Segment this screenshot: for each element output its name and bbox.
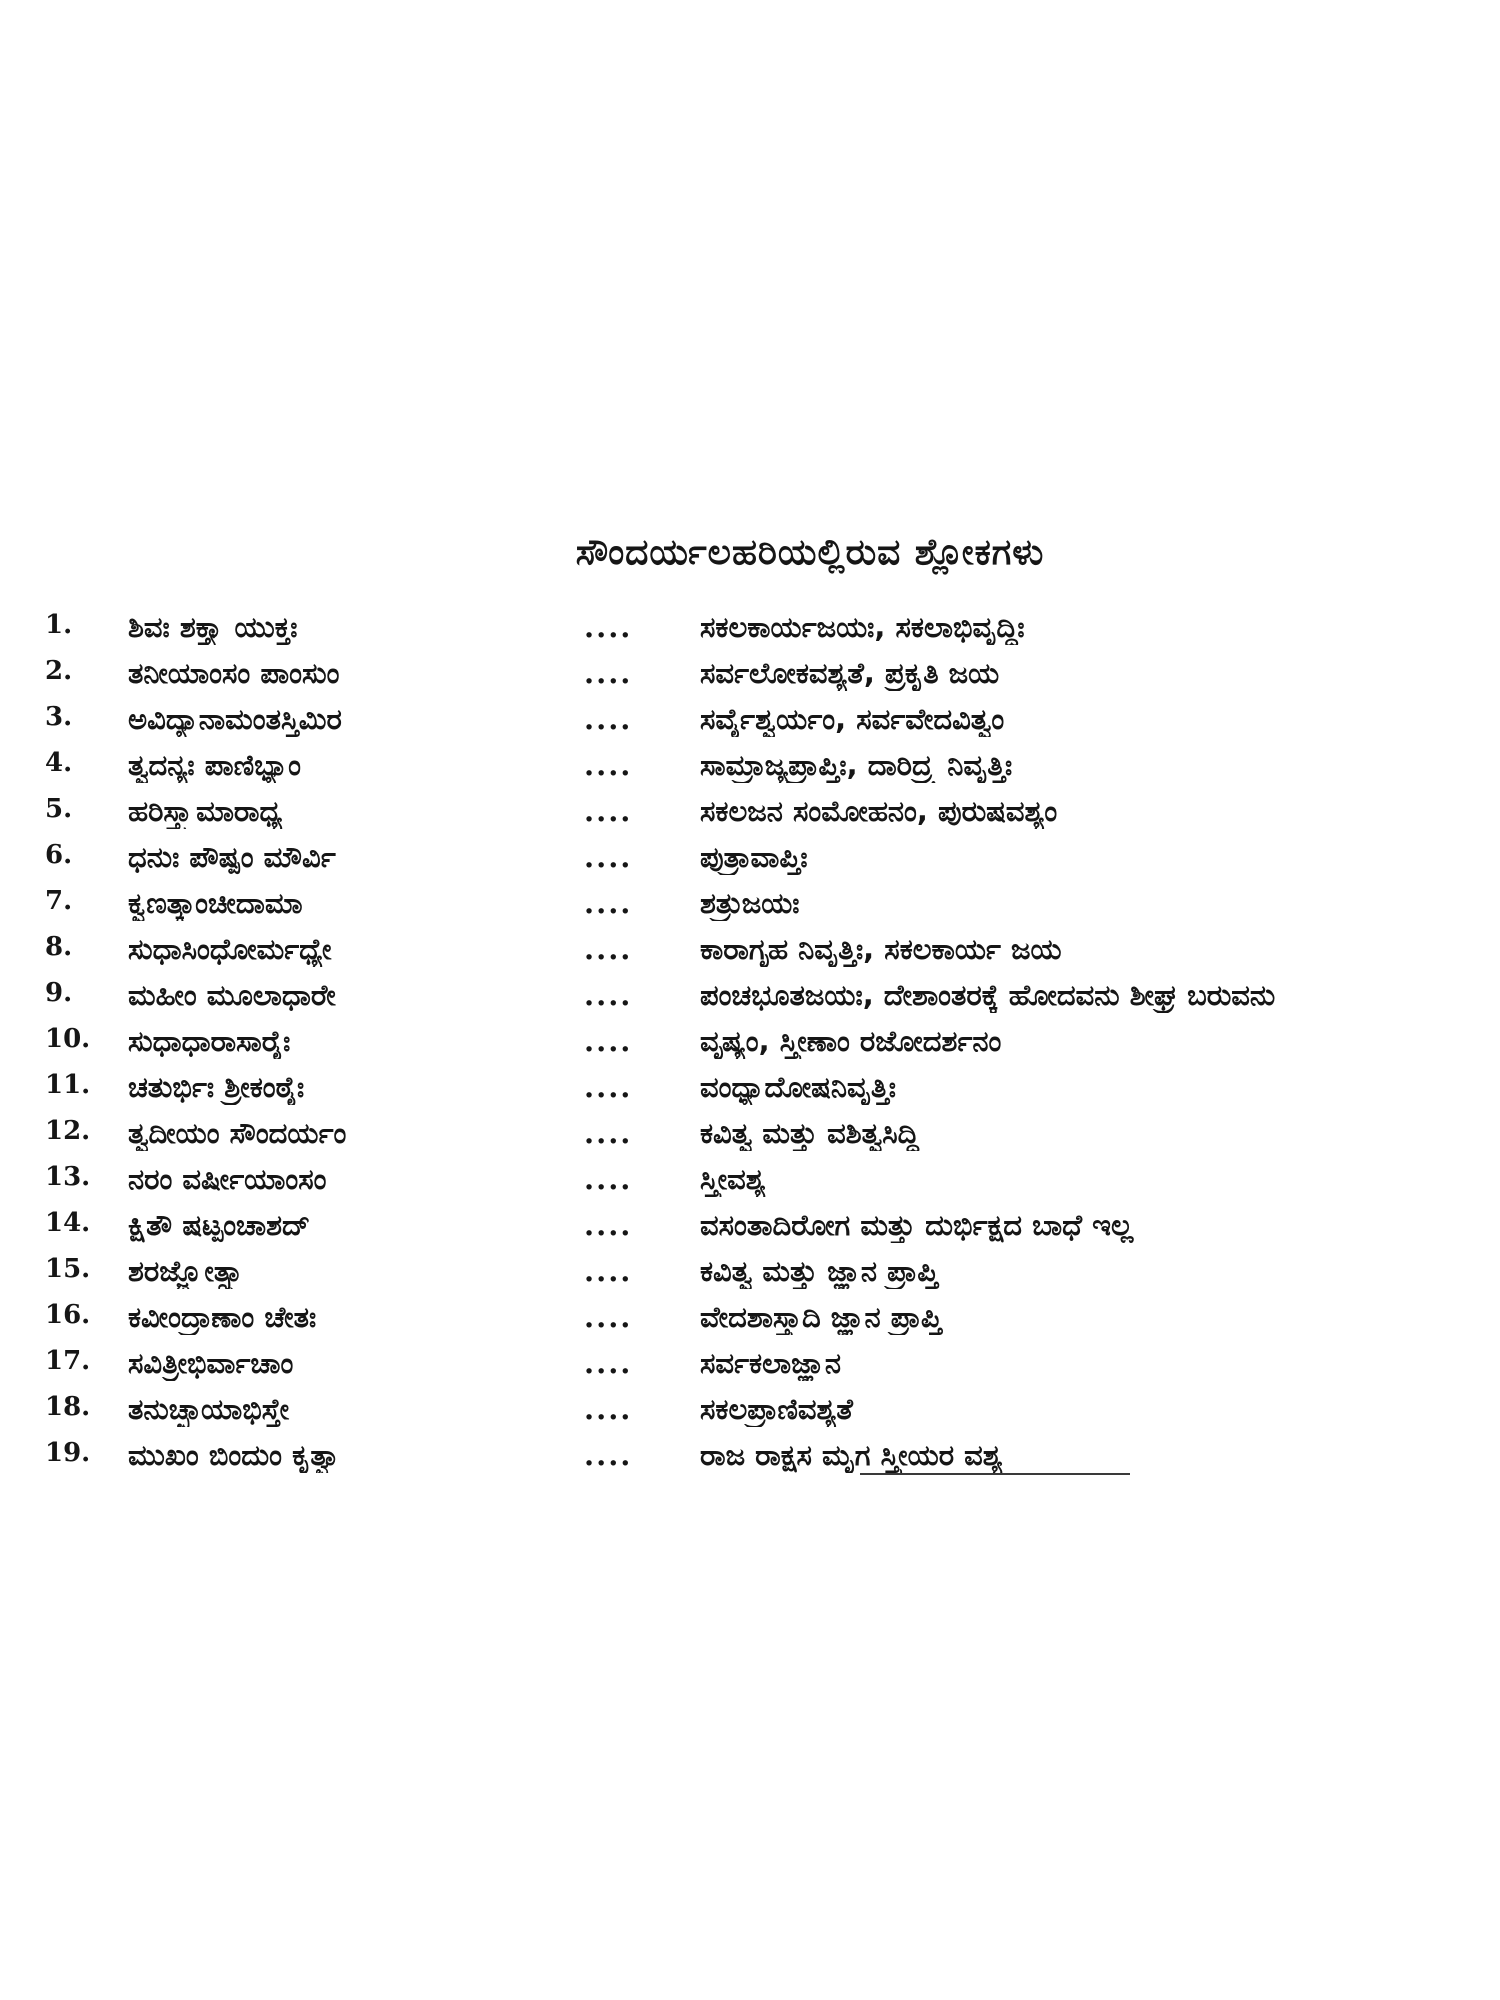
separator-dots: .... <box>584 1300 633 1334</box>
list-item <box>0 886 1500 932</box>
item-number: 1. <box>45 610 73 640</box>
separator-dots: .... <box>584 978 633 1012</box>
item-number: 13. <box>45 1162 91 1192</box>
list-item <box>0 1070 1500 1116</box>
shloka-benefit: ಸರ್ವಲೋಕವಶ್ಯತೆ, ಪ್ರಕೃತಿ ಜಯ <box>700 656 1000 690</box>
shloka-benefit: ಕಾರಾಗೃಹ ನಿವೃತ್ತಿಃ, ಸಕಲಕಾರ್ಯ ಜಯ <box>700 932 1062 966</box>
list-item <box>0 1254 1500 1300</box>
item-number: 2. <box>45 656 73 686</box>
separator-dots: .... <box>584 886 633 920</box>
shloka-opening: ತನುಚ್ಛಾಯಾಭಿಸ್ತೇ <box>128 1392 290 1426</box>
shloka-benefit: ಶತ್ರುಜಯಃ <box>700 886 800 920</box>
item-number: 19. <box>45 1438 91 1468</box>
list-item <box>0 610 1500 656</box>
shloka-opening: ಹರಿಸ್ತ್ವಾಮಾರಾಧ್ಯ <box>128 794 283 828</box>
shloka-opening: ಚತುರ್ಭಿಃ ಶ್ರೀಕಂಠೈಃ <box>128 1070 305 1104</box>
shloka-benefit: ಕವಿತ್ವ ಮತ್ತು ಜ್ಞಾನ ಪ್ರಾಪ್ತಿ <box>700 1254 939 1288</box>
shloka-benefit: ಸಕಲಕಾರ್ಯಜಯಃ, ಸಕಲಾಭಿವೃದ್ಧಿಃ <box>700 610 1025 644</box>
separator-dots: .... <box>584 932 633 966</box>
item-number: 7. <box>45 886 73 916</box>
shloka-opening: ಕವೀಂದ್ರಾಣಾಂ ಚೇತಃ <box>128 1300 317 1334</box>
shloka-opening: ತ್ವದನ್ಯಃ ಪಾಣಿಭ್ಯಾಂ <box>128 748 301 782</box>
list-item <box>0 1162 1500 1208</box>
separator-dots: .... <box>584 1116 633 1150</box>
shloka-benefit: ವೇದಶಾಸ್ತ್ರಾದಿ ಜ್ಞಾನ ಪ್ರಾಪ್ತಿ <box>700 1300 942 1334</box>
shloka-opening: ಧನುಃ ಪೌಷ್ಪಂ ಮೌರ್ವಿ <box>128 840 336 874</box>
separator-dots: .... <box>584 1254 633 1288</box>
item-number: 18. <box>45 1392 91 1422</box>
item-number: 17. <box>45 1346 91 1376</box>
shloka-opening: ಶಿವಃ ಶಕ್ತ್ಯಾ ಯುಕ್ತಃ <box>128 610 298 644</box>
separator-dots: .... <box>584 702 633 736</box>
list-item <box>0 1116 1500 1162</box>
item-number: 14. <box>45 1208 91 1238</box>
shloka-opening: ಸುಧಾಸಿಂಧೋರ್ಮಧ್ಯೇ <box>128 932 332 966</box>
shloka-opening: ಮಹೀಂ ಮೂಲಾಧಾರೇ <box>128 978 336 1012</box>
shloka-opening: ಸುಧಾಧಾರಾಸಾರೈಃ <box>128 1024 291 1058</box>
shloka-benefit: ವಸಂತಾದಿರೋಗ ಮತ್ತು ದುರ್ಭಿಕ್ಷದ ಬಾಧೆ ಇಲ್ಲ <box>700 1208 1134 1242</box>
separator-dots: .... <box>584 610 633 644</box>
separator-dots: .... <box>584 1024 633 1058</box>
shloka-benefit: ಸರ್ವಕಲಾಜ್ಞಾನ <box>700 1346 841 1380</box>
separator-dots: .... <box>584 1346 633 1380</box>
separator-dots: .... <box>584 748 633 782</box>
shloka-benefit: ವೃಷ್ಯಂ, ಸ್ತ್ರೀಣಾಂ ರಜೋದರ್ಶನಂ <box>700 1024 1002 1058</box>
shloka-opening: ಕ್ಷಿತೌ ಷಟ್ಪಂಚಾಶದ್ <box>128 1208 311 1242</box>
item-number: 3. <box>45 702 73 732</box>
shloka-opening: ತ್ವದೀಯಂ ಸೌಂದರ್ಯಂ <box>128 1116 347 1150</box>
shloka-benefit: ಸರ್ವೈಶ್ವರ್ಯಂ, ಸರ್ವವೇದವಿತ್ವಂ <box>700 702 1005 736</box>
separator-dots: .... <box>584 1162 633 1196</box>
shloka-benefit: ಸ್ತ್ರೀವಶ್ಯ <box>700 1162 766 1196</box>
item-number: 10. <box>45 1024 91 1054</box>
underline-rule <box>860 1473 1130 1475</box>
separator-dots: .... <box>584 794 633 828</box>
shloka-benefit: ಕವಿತ್ವ ಮತ್ತು ವಶಿತ್ವಸಿದ್ಧಿ <box>700 1116 919 1150</box>
list-item <box>0 978 1500 1024</box>
item-number: 16. <box>45 1300 91 1330</box>
shloka-benefit: ಪುತ್ರಾವಾಪ್ತಿಃ <box>700 840 808 874</box>
item-number: 11. <box>45 1070 91 1100</box>
item-number: 6. <box>45 840 73 870</box>
separator-dots: .... <box>584 1070 633 1104</box>
separator-dots: .... <box>584 656 633 690</box>
list-item <box>0 1346 1500 1392</box>
item-number: 9. <box>45 978 73 1008</box>
list-item <box>0 1024 1500 1070</box>
list-item <box>0 840 1500 886</box>
list-item <box>0 656 1500 702</box>
shloka-benefit: ಪಂಚಭೂತಜಯಃ, ದೇಶಾಂತರಕ್ಕೆ ಹೋದವನು ಶೀಘ್ರ ಬರುವನು <box>700 978 1276 1012</box>
list-item <box>0 1392 1500 1438</box>
list-item <box>0 1438 1500 1484</box>
item-number: 8. <box>45 932 73 962</box>
separator-dots: .... <box>584 1208 633 1242</box>
shloka-benefit: ಸಕಲಪ್ರಾಣಿವಶ್ಯತೆ <box>700 1392 853 1426</box>
shloka-benefit: ರಾಜ ರಾಕ್ಷಸ ಮೃಗ ಸ್ತ್ರೀಯರ ವಶ್ಯ <box>700 1438 1003 1472</box>
list-item <box>0 1208 1500 1254</box>
list-item <box>0 932 1500 978</box>
shloka-opening: ತನೀಯಾಂಸಂ ಪಾಂಸುಂ <box>128 656 340 690</box>
item-number: 15. <box>45 1254 91 1284</box>
separator-dots: .... <box>584 1392 633 1426</box>
shloka-opening: ಸವಿತ್ರೀಭಿರ್ವಾಚಾಂ <box>128 1346 294 1380</box>
list-item <box>0 1300 1500 1346</box>
shloka-benefit: ವಂಧ್ಯಾದೋಷನಿವೃತ್ತಿಃ <box>700 1070 896 1104</box>
shloka-opening: ನರಂ ವರ್ಷೀಯಾಂಸಂ <box>128 1162 327 1196</box>
shloka-opening: ಕ್ವಣತ್ಕಾಂಚೀದಾಮಾ <box>128 886 303 920</box>
shloka-opening: ಶರಜ್ಜ್ಯೋತ್ಸ್ನಾ <box>128 1254 246 1288</box>
separator-dots: .... <box>584 1438 633 1472</box>
shloka-opening: ಮುಖಂ ಬಿಂದುಂ ಕೃತ್ವಾ <box>128 1438 342 1472</box>
shloka-benefit: ಸಾಮ್ರಾಜ್ಯಪ್ರಾಪ್ತಿಃ, ದಾರಿದ್ರ್ಯ ನಿವೃತ್ತಿಃ <box>700 748 1013 782</box>
item-number: 12. <box>45 1116 91 1146</box>
page-title: ಸೌಂದರ್ಯಲಹರಿಯಲ್ಲಿರುವ ಶ್ಲೋಕಗಳು <box>575 532 1045 573</box>
item-number: 4. <box>45 748 73 778</box>
shloka-opening: ಅವಿದ್ಯಾನಾಮಂತಸ್ತಿಮಿರ <box>128 702 342 736</box>
list-item <box>0 702 1500 748</box>
item-number: 5. <box>45 794 73 824</box>
list-item <box>0 794 1500 840</box>
shloka-benefit: ಸಕಲಜನ ಸಂಮೋಹನಂ, ಪುರುಷವಶ್ಯಂ <box>700 794 1058 828</box>
list-item <box>0 748 1500 794</box>
separator-dots: .... <box>584 840 633 874</box>
